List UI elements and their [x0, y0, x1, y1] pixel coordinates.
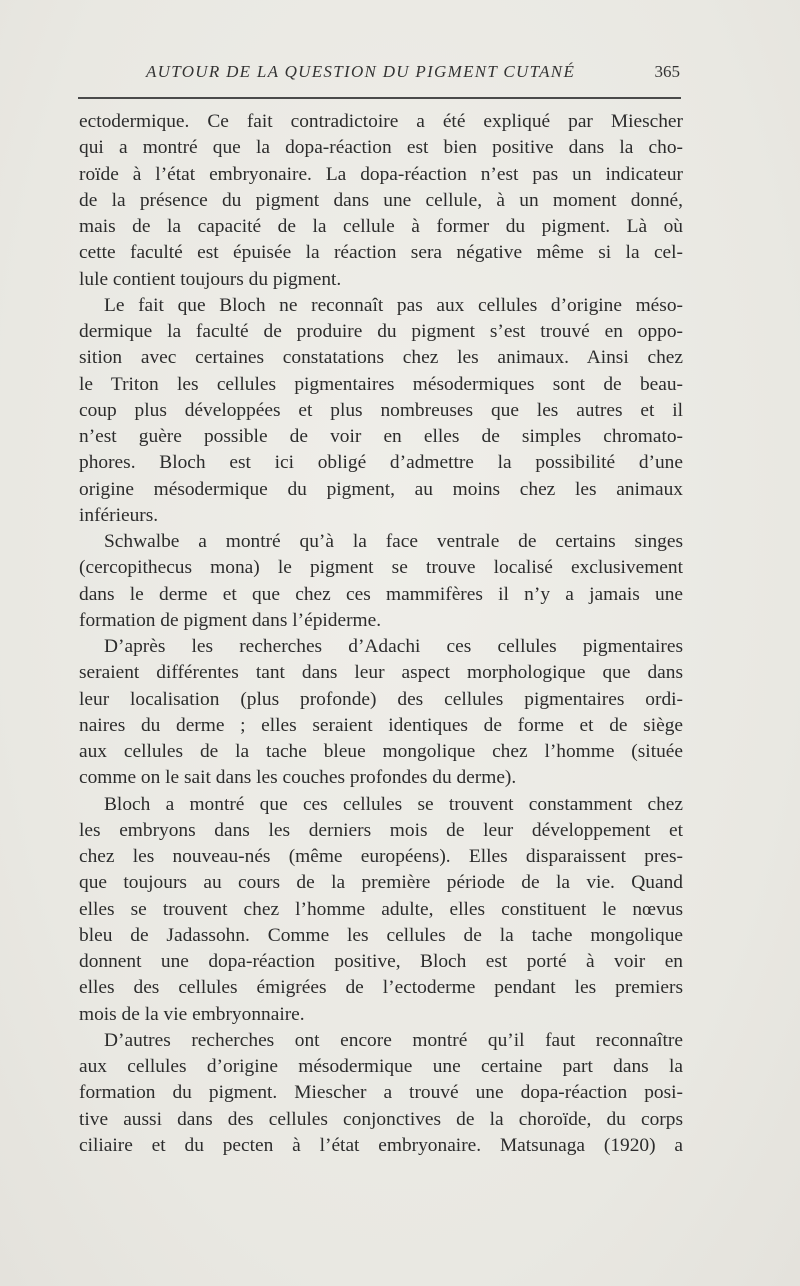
text-line: seraient différentes tant dans leur aspect morphologique que dans: [79, 662, 683, 684]
text-line: cette faculté est épuisée la réaction sera négative même si la cel-: [79, 242, 683, 264]
text-line: mois de la vie embryonnaire.: [79, 1003, 305, 1025]
text-line: de la présence du pigment dans une cellule, à un moment donné,: [79, 189, 683, 211]
paragraph: [79, 634, 683, 792]
text-line: sition avec certaines constatations chez les animaux. Ainsi chez: [79, 347, 683, 369]
text-line: dermique la faculté de produire du pigment s’est trouvé en oppo-: [79, 321, 683, 342]
text-line: tive aussi dans des cellules conjonctives de la choroïde, du corps: [79, 1108, 683, 1130]
text-line: formation du pigment. Miescher a trouvé une dopa-réaction posi-: [79, 1082, 683, 1104]
text-line: elles se trouvent chez l’homme adulte, elles constituent le nœvus: [79, 898, 683, 920]
text-line: naires du derme ; elles seraient identiques de forme et de siège: [79, 714, 683, 736]
text-line: aux cellules d’origine mésodermique une certaine part dans la: [79, 1056, 683, 1077]
text-line: qui a montré que la dopa-réaction est bien positive dans la cho-: [79, 137, 683, 159]
text-line: formation de pigment dans l’épiderme.: [79, 609, 382, 631]
text-line: le Triton les cellules pigmentaires mésodermiques sont de beau-: [79, 373, 683, 395]
text-line: D’autres recherches ont encore montré qu’il faut reconnaître: [104, 1029, 683, 1051]
text-line: roïde à l’état embryonaire. La dopa-réaction n’est pas un indicateur: [79, 163, 683, 185]
text-line: lule contient toujours du pigment.: [79, 268, 342, 290]
page-number: 365: [654, 62, 680, 81]
text-line: que toujours au cours de la première période de la vie. Quand: [79, 872, 683, 894]
text-line: origine mésodermique du pigment, au moins chez les animaux: [79, 478, 683, 500]
paragraph: [79, 529, 683, 634]
text-line: aux cellules de la tache bleue mongolique chez l’homme (située: [79, 741, 683, 762]
text-line: (cercopithecus mona) le pigment se trouve localisé exclusivement: [79, 557, 683, 579]
text-line: les embryons dans les derniers mois de leur développement et: [79, 819, 683, 841]
header-rule: [78, 97, 681, 99]
text-line: ectodermique. Ce fait contradictoire a été expliqué par Miescher: [79, 111, 683, 132]
text-line: leur localisation (plus profonde) des cellules pigmentaires ordi-: [79, 688, 683, 710]
text-line: Le fait que Bloch ne reconnaît pas aux cellules d’origine méso-: [104, 294, 683, 316]
body-text: [79, 109, 683, 1159]
text-line: n’est guère possible de voir en elles de simples chromato-: [79, 426, 683, 447]
text-line: donnent une dopa-réaction positive, Bloch est porté à voir en: [79, 951, 683, 972]
text-line: bleu de Jadassohn. Comme les cellules de la tache mongolique: [79, 924, 683, 946]
text-line: dans le derme et que chez ces mammifères il n’y a jamais une: [79, 583, 683, 605]
text-line: inférieurs.: [79, 504, 159, 526]
text-line: ciliaire et du pecten à l’état embryonaire. Matsunaga (1920) a: [79, 1134, 683, 1156]
text-line: phores. Bloch est ici obligé d’admettre la possibilité d’une: [79, 452, 683, 474]
text-line: coup plus développées et plus nombreuses que les autres et il: [79, 399, 683, 421]
text-line: chez les nouveau-nés (même européens). Elles disparaissent pres-: [79, 846, 683, 867]
running-title: AUTOUR DE LA QUESTION DU PIGMENT CUTANÉ: [146, 62, 576, 81]
text-line: elles des cellules émigrées de l’ectoderme pendant les premiers: [79, 977, 683, 999]
text-line: Schwalbe a montré qu’à la face ventrale de certains singes: [104, 531, 683, 552]
running-head: [78, 60, 682, 90]
text-line: comme on le sait dans les couches profondes du derme).: [79, 767, 517, 789]
text-line: D’après les recherches d’Adachi ces cellules pigmentaires: [104, 636, 683, 657]
paragraph: [79, 1028, 683, 1159]
paragraph: [79, 792, 683, 1028]
paragraph: [79, 109, 683, 293]
text-line: Bloch a montré que ces cellules se trouvent constamment chez: [104, 793, 683, 815]
text-line: mais de la capacité de la cellule à former du pigment. Là où: [79, 216, 683, 237]
paragraph: [79, 293, 683, 529]
